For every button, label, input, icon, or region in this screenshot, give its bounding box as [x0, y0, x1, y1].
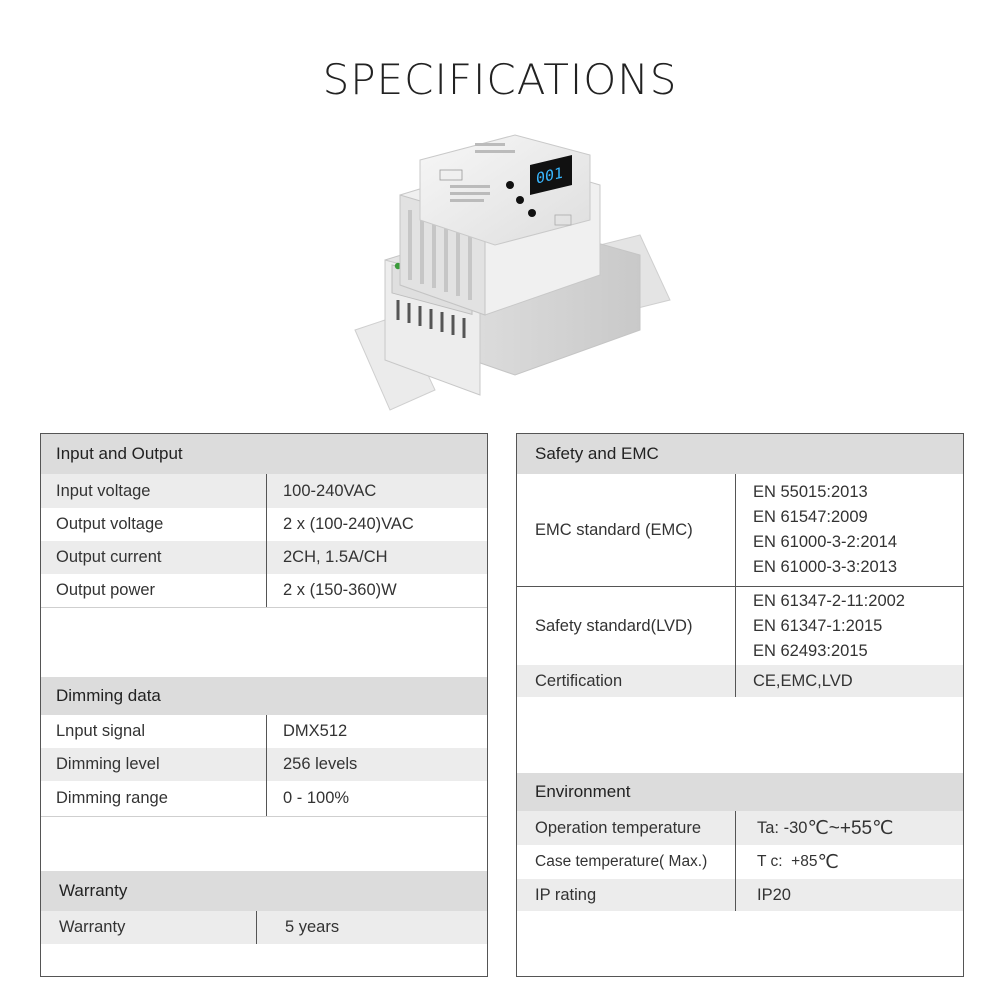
table-row: [517, 845, 963, 879]
row-label: IP rating: [535, 885, 597, 904]
page-title: SPECIFICATIONS: [322, 55, 678, 104]
row-value: 2 x (100-240)VAC: [283, 515, 414, 533]
section-heading-warranty: Warranty: [41, 871, 487, 911]
row-label: Case temperature( Max.): [535, 853, 708, 870]
table-row: [41, 574, 487, 607]
table-row-cert: [517, 665, 963, 697]
table-row: [517, 811, 963, 845]
row-label: Output power: [56, 581, 156, 599]
table-row: [41, 911, 487, 944]
case-temp-prefix: T c: +85: [757, 853, 818, 870]
row-label: Output current: [56, 548, 162, 566]
product-image: [340, 125, 700, 425]
row-label: Dimming level: [56, 755, 160, 773]
row-label: Input voltage: [56, 481, 151, 500]
section-heading-safety-emc: Safety and EMC: [517, 434, 963, 474]
row-value: [757, 845, 839, 879]
op-temp-prefix: Ta: -30: [757, 818, 808, 837]
row-value: CE,EMC,LVD: [753, 671, 853, 690]
case-temp-unit: ℃: [817, 851, 839, 873]
row-value: IP20: [757, 885, 791, 904]
row-label: Warranty: [59, 918, 126, 936]
lvd-value: EN 62493:2015: [753, 641, 868, 660]
emc-value: EN 61547:2009: [753, 508, 868, 526]
row-label: Dimming range: [56, 789, 168, 807]
row-label: Lnput signal: [56, 722, 145, 740]
table-row: [41, 715, 487, 748]
row-value: 256 levels: [283, 755, 358, 773]
row-label: Output voltage: [56, 515, 164, 533]
row-value: DMX512: [283, 722, 348, 740]
svg-text:001: 001: [536, 163, 564, 188]
row-value: 100-240VAC: [283, 481, 377, 500]
table-row: [41, 508, 487, 541]
row-label: EMC standard (EMC): [535, 520, 693, 539]
row-value: [757, 811, 893, 845]
lvd-values: [753, 587, 905, 665]
row-label: Safety standard(LVD): [535, 616, 693, 635]
row-value: 0 - 100%: [283, 789, 350, 807]
emc-value: EN 61000-3-3:2013: [753, 558, 898, 576]
row-label: Operation temperature: [535, 818, 702, 837]
row-label: Certification: [535, 671, 623, 690]
emc-value: EN 61000-3-2:2014: [753, 533, 898, 551]
table-row: [41, 781, 487, 816]
lvd-value: EN 61347-2-11:2002: [753, 591, 905, 610]
row-value: 5 years: [285, 918, 340, 936]
section-heading-dimming: Dimming data: [41, 677, 487, 715]
right-spec-panel: [516, 433, 964, 977]
op-temp-range: ℃~+55℃: [807, 817, 894, 839]
table-row: [41, 748, 487, 781]
section-heading-environment: Environment: [517, 773, 963, 811]
left-spec-panel: [40, 433, 488, 977]
table-row: [41, 474, 487, 508]
row-value: 2 x (150-360)W: [283, 581, 397, 599]
lvd-value: EN 61347-1:2015: [753, 616, 883, 635]
table-row-emc: [517, 474, 963, 586]
row-value: 2CH, 1.5A/CH: [283, 548, 388, 566]
section-heading-input-output: Input and Output: [41, 434, 487, 474]
table-row: [41, 541, 487, 574]
emc-values: [753, 474, 897, 586]
table-row: [517, 879, 963, 911]
emc-value: EN 55015:2013: [753, 483, 868, 501]
table-row-lvd: [517, 587, 963, 665]
